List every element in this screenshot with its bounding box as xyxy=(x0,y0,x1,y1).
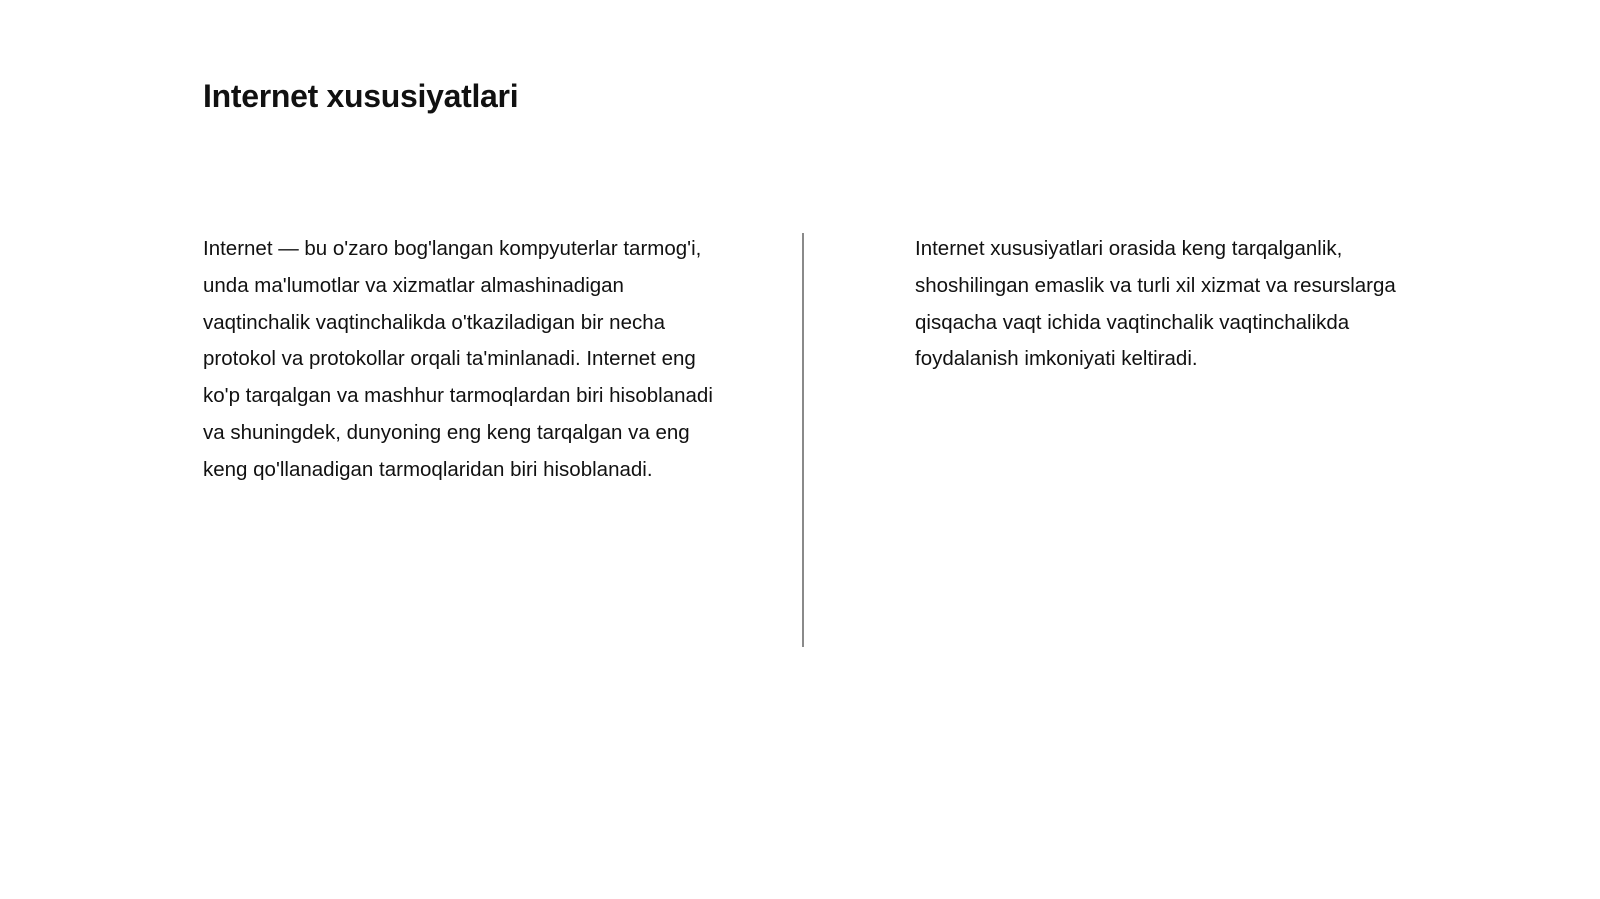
slide-title: Internet xususiyatlari xyxy=(203,78,519,114)
left-column-text: Internet — bu o'zaro bog'langan kompyuterlar tarmog'i, unda ma'lumotlar va xizmatlar almashinadigan vaqtinchalik vaqtinchalikda o'tkaziladigan bir necha protokol va protokollar orqali ta'minlanadi. Internet eng ko'p tarqalgan va mashhur tarmoqlardan biri hisoblanadi va shuningdek, dunyoning eng keng tarqalgan va eng keng qo'llanadigan tarmoqlaridan biri hisoblanadi. xyxy=(203,237,713,481)
right-column-text: Internet xususiyatlari orasida keng tarqalganlik, shoshilingan emaslik va turli xil xizmat va resurslarga qisqacha vaqt ichida vaqtinchalik vaqtinchalikda foydalanish imkoniyati keltiradi. xyxy=(915,237,1396,371)
column-divider xyxy=(802,233,804,647)
